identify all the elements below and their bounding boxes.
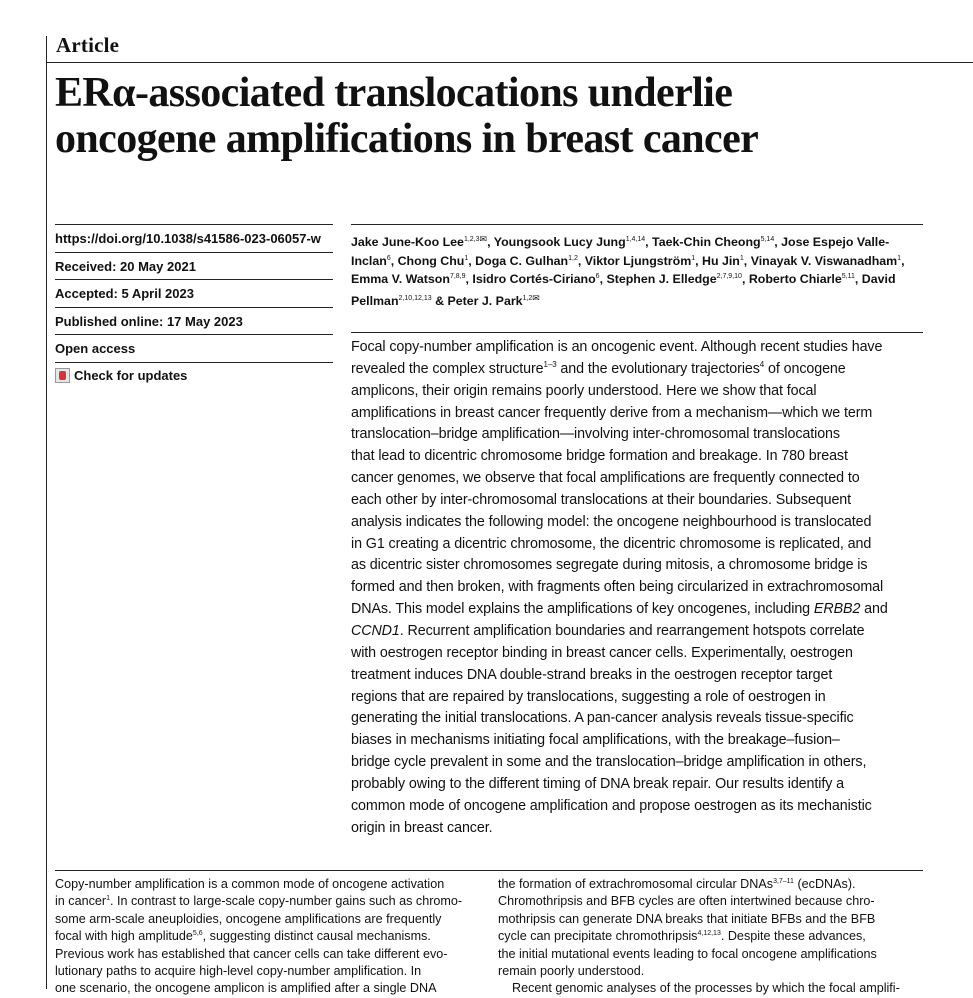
body-line: the formation of extrachromosomal circular DNAs$^{3,7-11}$ (ecDNAs). <box>498 877 856 891</box>
body-line: lutionary paths to acquire high-level copy-number amplification. In <box>55 964 422 979</box>
author[interactable] <box>475 254 578 268</box>
accepted-date: Accepted: 5 April 2023 <box>55 279 333 307</box>
abstract-line: as dicentric sister chromosomes segregate during mitosis, a chromosome bridge is <box>351 557 868 574</box>
abstract-line: common mode of oncogene amplification and propose oestrogen as its mechanistic <box>351 797 872 814</box>
citation-ref[interactable]: 5,6 <box>192 930 203 938</box>
abstract-line: DNAs. This model explains the amplifications of key oncogenes, including ERBB2 and <box>351 601 888 618</box>
abstract-line: origin in breast cancer. <box>351 819 493 836</box>
author-affiliation: 5,14 <box>760 236 775 243</box>
author[interactable] <box>494 235 645 249</box>
author-name: Chong Chu <box>397 253 465 268</box>
abstract-line: each other by inter-chromosomal translocations at their boundaries. Subsequent <box>351 491 852 508</box>
body-line: some arm-scale aneuploidies, oncogene amplifications are frequently <box>55 911 442 926</box>
author-name: Roberto Chiarle <box>748 272 842 286</box>
abstract-line: CCND1. Recurrent amplification boundaries and rearrangement hotspots correlate <box>351 622 865 639</box>
abstract-line: with oestrogen receptor binding in breast cancer cells. Experimentally, oestrogen <box>351 644 853 661</box>
abstract-line: biases in mechanisms initiating focal amplifications, with the breakage–fusion– <box>351 732 840 749</box>
author[interactable] <box>351 235 487 249</box>
abstract-line: in G1 creating a dicentric chromosome, the dicentric chromosome is replicated, and <box>351 535 872 552</box>
author[interactable] <box>351 272 466 286</box>
citation-ref[interactable]: 4,12,13 <box>697 930 721 938</box>
author[interactable] <box>606 272 741 286</box>
received-date: Received: 20 May 2021 <box>55 252 333 280</box>
author-affiliation: 1,4,14 <box>625 236 646 243</box>
author[interactable] <box>702 254 744 268</box>
author-name: Doga C. Gulhan <box>475 253 569 268</box>
author-affiliation: 7,8,9 <box>449 273 466 280</box>
body-line: remain poorly understood. <box>498 964 645 979</box>
author[interactable] <box>447 294 539 308</box>
author-name: Viktor Ljungström <box>584 253 692 268</box>
body-column-right <box>498 876 926 998</box>
author-name: Taek-Chin Cheong <box>652 235 761 249</box>
body-line: cycle can precipitate chromothripsis$^{4,12,13}$. Despite these advances, <box>498 929 866 944</box>
author-affiliation: 6 <box>595 273 600 280</box>
body-line: Recent genomic analyses of the processes by which the focal amplifi- <box>512 981 900 996</box>
abstract-line: translocation–bridge amplification—involving inter-chromosomal translocations <box>351 426 840 443</box>
abstract-line: treatment induces DNA double-strand breaks in the oestrogen receptor target <box>351 666 833 683</box>
left-margin-rule <box>46 36 47 989</box>
author[interactable] <box>398 254 469 268</box>
open-access-label: Open access <box>55 334 333 362</box>
citation-ref[interactable]: 3,7–11 <box>773 878 794 885</box>
citation-ref[interactable]: 1–3 <box>543 359 557 369</box>
abstract-line: cancer genomes, we observe that focal amplifications are frequently connected to <box>351 470 860 487</box>
article-title <box>55 70 960 162</box>
title-line: oncogene amplifications in breast cancer <box>55 116 759 162</box>
body-rule <box>55 870 923 871</box>
abstract-line: revealed the complex structure$^{1-3}$ and the evolutionary trajectories$^4$ of oncogene <box>351 359 846 377</box>
citation-ref[interactable]: 1 <box>106 895 111 903</box>
abstract-line: amplifications in breast cancer frequently derive from a mechanism—which we term <box>351 404 873 421</box>
body-line: the initial mutational events leading to focal oncogene amplifications <box>498 946 877 961</box>
abstract-line: amplicons, their origin remains poorly understood. Here we show that focal <box>351 382 817 399</box>
abstract-line: Focal copy-number amplification is an oncogenic event. Although recent studies have <box>351 339 883 355</box>
body-line: Previous work has established that cancer cells can take different evo- <box>55 946 448 961</box>
author-name: Peter J. Park <box>447 293 523 308</box>
author[interactable] <box>749 272 855 286</box>
abstract-line: generating the initial translocations. A pan-cancer analysis reveals tissue-specific <box>351 710 854 727</box>
author-name: Vinayak V. Viswanadham <box>750 253 898 268</box>
author-affiliation: 1 <box>739 254 744 262</box>
author-list: Jake June-Koo Lee$^{1,2,3✉}$, Youngsook Lucy Jung$^{1,4,14}$, Taek-Chin Cheong$^{5,14}$, Jose Espejo Valle-Inclan$^6$, Chong Chu$^1$, Doga C. Gulhan$^{1,2}$, Viktor Ljungström$^1$, Hu Jin$^1$, Vinayak V. Viswanadham$^1$, Emma V. Watson$^{7,8,9}$, Isidro Cortés-Ciriano$^6$, Stephen J. Elledge$^{2,7,9,10}$, Roberto Chiarle$^{5,11}$, David Pellman$^{2,10,12,13}$ & Peter J. Park$^{1,2✉}$ <box>351 234 905 308</box>
citation-ref[interactable]: 4 <box>759 359 765 369</box>
header-rule <box>46 62 973 63</box>
email-icon[interactable]: ✉ <box>532 292 540 303</box>
body-line: one scenario, the oncogene amplicon is amplified after a single DNA <box>55 981 437 996</box>
author-name: David Pellman <box>351 272 896 308</box>
author-name: Stephen J. Elledge <box>606 272 717 286</box>
published-date: Published online: 17 May 2023 <box>55 307 333 335</box>
body-line: in cancer$^1$. In contrast to large-scale copy-number gains such as chromo- <box>55 894 463 909</box>
author-affiliation: 6 <box>386 254 391 262</box>
author-name: Emma V. Watson <box>351 272 450 286</box>
author[interactable] <box>472 272 599 286</box>
article-type-label: Article <box>56 33 120 57</box>
author-affiliation: 5,11 <box>841 273 855 280</box>
author-name: Hu Jin <box>702 253 740 268</box>
gene-name: CCND1 <box>351 622 400 639</box>
email-icon[interactable]: ✉ <box>479 234 488 244</box>
author-name: Youngsook Lucy Jung <box>493 235 626 249</box>
author[interactable] <box>751 254 901 268</box>
author-affiliation: 1 <box>897 254 902 262</box>
author-affiliation: 2,10,12,13 <box>398 294 432 302</box>
author[interactable] <box>585 254 695 268</box>
author-name: Jake June-Koo Lee <box>351 235 464 249</box>
abstract-line: that lead to dicentric chromosome bridge formation and breakage. In 780 breast <box>351 448 848 465</box>
author-name: Isidro Cortés-Ciriano <box>472 272 596 286</box>
author-affiliation: 2,7,9,10 <box>716 273 742 280</box>
article-meta <box>55 224 333 389</box>
body-column-left <box>55 876 483 998</box>
author-affiliation: 1,2,3 <box>463 236 480 243</box>
author-name: Jose Espejo Valle-Inclan <box>351 235 890 268</box>
crossmark-icon <box>55 368 70 383</box>
author-affiliation: 1 <box>464 254 469 262</box>
title-line: ERα-associated translocations underlie <box>55 70 733 116</box>
body-line: focal with high amplitude$^{5,6}$, suggesting distinct causal mechanisms. <box>55 929 431 944</box>
check-for-updates-button[interactable] <box>55 362 333 390</box>
authors-rule <box>351 224 923 225</box>
body-line: mothripsis can generate DNA breaks that initiate BFBs and the BFB <box>498 911 876 926</box>
abstract-line: probably owing to the different timing of DNA break repair. Our results identify a <box>351 775 844 792</box>
abstract-line: formed and then broken, with fragments often being circularized in extrachromosomal <box>351 579 884 596</box>
author-affiliation: 1,2 <box>568 254 578 262</box>
abstract-line: regions that are repaired by translocations, suggesting a role of oestrogen in <box>351 688 826 705</box>
body-line: Copy-number amplification is a common mode of oncogene activation <box>55 877 445 891</box>
abstract-line: bridge cycle prevalent in some and the translocation–bridge amplification in others, <box>351 754 867 771</box>
check-for-updates-label: Check for updates <box>74 368 188 384</box>
abstract <box>351 337 929 839</box>
abstract-line: analysis indicates the following model: the oncogene neighbourhood is translocated <box>351 513 872 530</box>
abstract-rule <box>351 332 923 333</box>
body-line: Chromothripsis and BFB cycles are often intertwined because chro- <box>498 894 875 909</box>
author[interactable] <box>652 235 774 249</box>
gene-name: ERBB2 <box>813 601 861 618</box>
doi-link[interactable]: https://doi.org/10.1038/s41586-023-06057-w <box>55 224 333 252</box>
author-affiliation: 1,2 <box>522 294 533 302</box>
author-affiliation: 1 <box>691 254 696 262</box>
